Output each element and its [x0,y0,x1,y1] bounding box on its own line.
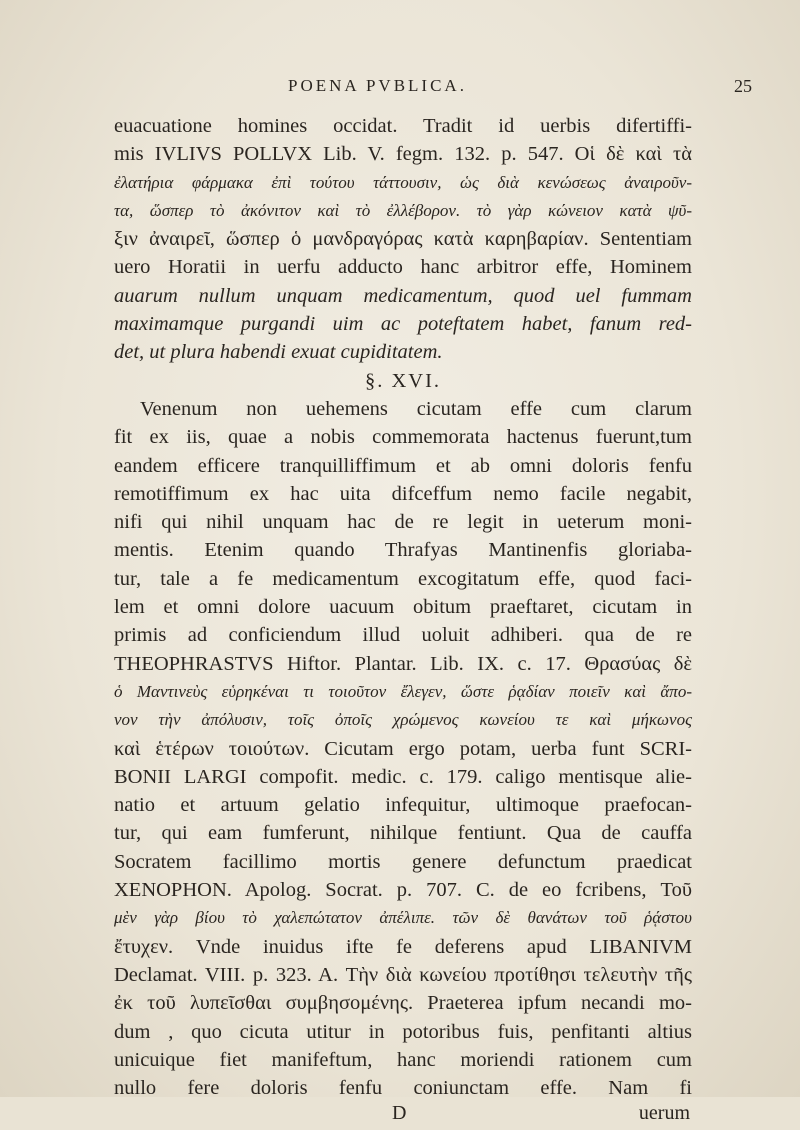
text-line: dum , quo cicuta utitur in potoribus fuis, penfitanti altius [114,1020,692,1043]
running-head [0,76,800,100]
text-line: auarum nullum unquam medicamentum, quod uel fummam [114,284,692,307]
text-line: ὁ Μαντινεὺς εὑρηκέναι τι τοιοῦτον ἔλεγεν, ὥστε ῥᾳδίαν ποιεῖν καὶ ἄπο- [114,681,692,701]
text-line: Venenum non uehemens cicutam effe cum clarum [140,397,692,420]
running-title: POENA PVBLICA. [288,76,467,95]
text-line: Declamat. VIII. p. 323. A. Τὴν διὰ κωνείου προτίθησι τελευτὴν τῆς [114,963,692,986]
catchword: uerum [638,1102,690,1125]
text-line: THEOPHRASTVS Hiftor. Plantar. Lib. IX. c. 17. Θρασύας δὲ [114,652,692,675]
text-line: Socratem facillimo mortis genere defunctum praedicat [114,850,692,873]
footer-line [114,1102,692,1130]
text-line: XENOPHON. Apolog. Socrat. p. 707. C. de eo fcribens, Τοῦ [114,879,692,902]
text-line: ἐλατήρια φάρμακα ἐπὶ τούτου τάττουσιν, ὡς διὰ κενώσεως ἀναιροῦν- [114,172,692,192]
text-line: nullo fere doloris fenfu coniunctam effe. Nam fi [114,1077,692,1100]
text-line: eandem efficere tranquilliffimum et ab omni doloris fenfu [114,454,692,477]
page-number: 25 [734,76,752,96]
text-line: ἐκ τοῦ λυπεῖσθαι συμβησομένης. Praeterea ipfum necandi mo- [114,992,692,1015]
paragraph-1 [114,112,692,367]
signature-mark: D [392,1102,407,1125]
text-line: maximamque purgandi uim ac poteftatem habet, fanum red- [114,313,692,336]
text-line: euacuatione homines occidat. Tradit id uerbis difertiffi- [114,115,692,137]
text-line: unicuique fiet manifeftum, hanc moriendi rationem cum [114,1048,692,1071]
text-line: tur, qui eam fumferunt, nihilque fentiunt. Qua de cauffa [114,822,692,845]
text-line: fit ex iis, quae a nobis commemorata hactenus fuerunt,tum [114,426,692,449]
section-heading: §. XVI. [364,369,442,392]
text-line: νον τὴν ἀπόλυσιν, τοῖς ὀποῖς χρώμενος κωνείου τε καὶ μήκωνος [114,710,692,730]
text-line: det, ut plura habendi exuat cupiditatem. [114,341,443,364]
body-text [114,112,692,1130]
text-line: mentis. Etenim quando Thrafyas Mantinenfis gloriaba- [114,539,692,562]
text-line: remotiffimum ex hac uita difceffum nemo facile negabit, [114,482,692,505]
paragraph-2 [114,395,692,1102]
text-line: natio et artuum gelatio infequitur, ultimoque praefocan- [114,794,692,817]
text-line: ξιν ἀναιρεῖ, ὥσπερ ὁ μανδραγόρας κατὰ καρηβαρίαν. Sententiam [114,228,692,251]
text-line: καὶ ἑτέρων τοιούτων. Cicutam ergo potam, uerba funt SCRI- [114,737,692,760]
text-line: τα, ὥσπερ τὸ ἀκόνιτον καὶ τὸ ἐλλέβορον. τὸ γὰρ κώνειον κατὰ ψῦ- [114,200,692,220]
text-line: ἔτυχεν. Vnde inuidus ifte fe deferens apud LIBANIVM [114,935,692,958]
text-line: nifi qui nihil unquam hac de re legit in ueterum moni- [114,511,692,534]
text-line: mis IVLIVS POLLVX Lib. V. fegm. 132. p. 547. Οἱ δὲ καὶ τὰ [114,143,692,166]
text-line: μὲν γὰρ βίου τὸ χαλεπώτατον ἀπέλιπε. τῶν δὲ θανάτων τοῦ ῥᾴστου [114,908,692,928]
text-line: primis ad conficiendum illud uoluit adhiberi. qua de re [114,624,692,647]
page-footer [114,1102,692,1130]
text-line: lem et omni dolore uacuum obitum praeftaret, cicutam in [114,596,692,619]
text-line: uero Horatii in uerfu adducto hanc arbitror effe, Hominem [114,256,692,279]
text-line: tur, tale a fe medicamentum excogitatum effe, quod faci- [114,567,692,590]
text-line: BONII LARGI compofit. medic. c. 179. caligo mentisque alie- [114,765,692,788]
